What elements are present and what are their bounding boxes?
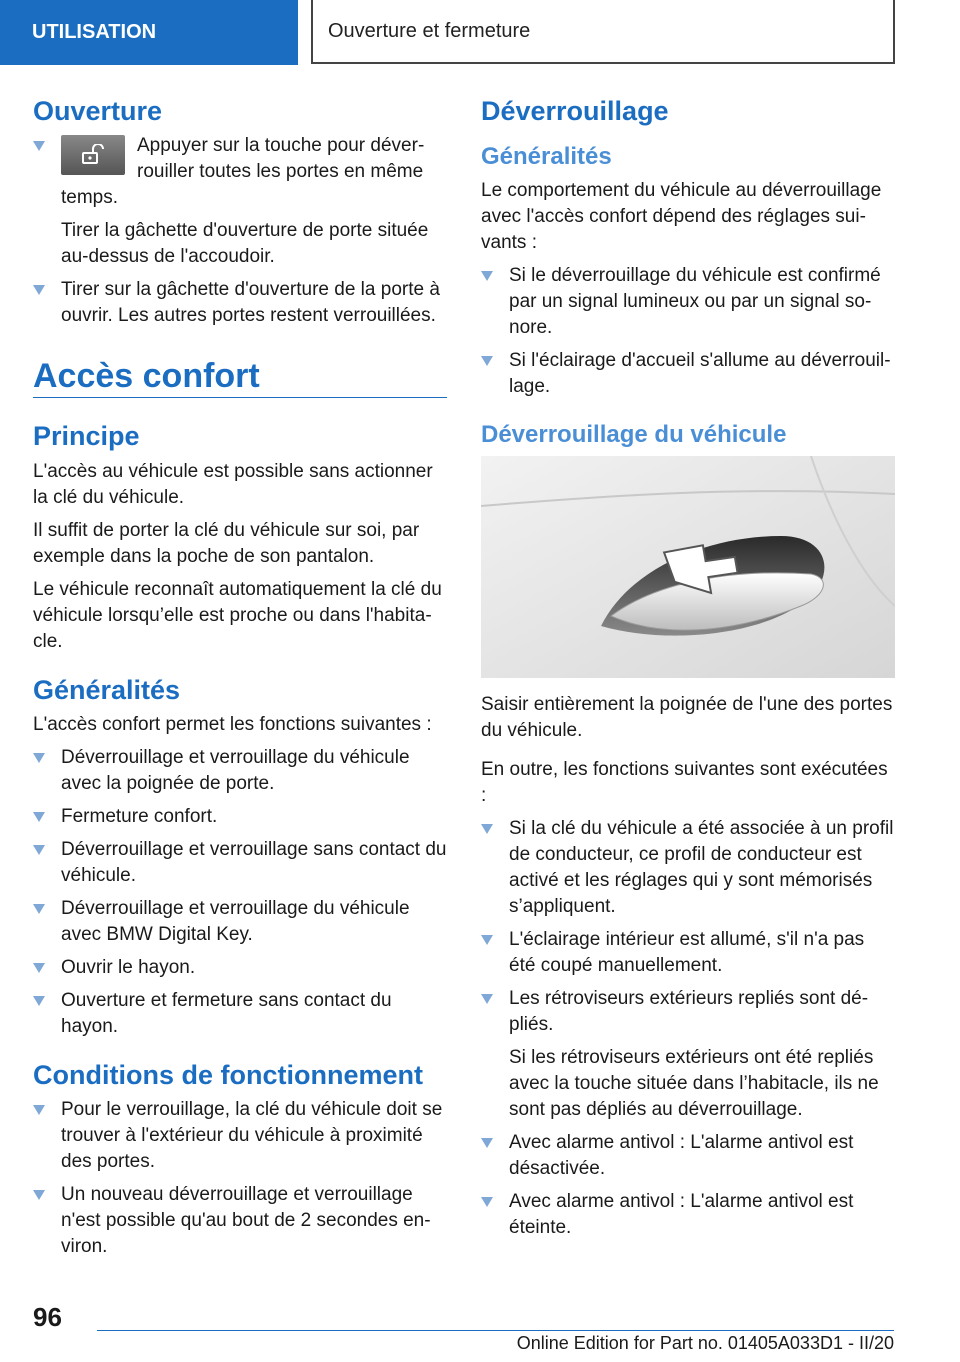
list-item (33, 804, 447, 830)
heading-deverrouillage: Déverrouillage (481, 96, 669, 126)
triangle-bullet-icon (33, 904, 45, 914)
vehicule-list (481, 816, 895, 1038)
list-item (33, 988, 447, 1040)
triangle-bullet-icon (33, 753, 45, 763)
list-item-text: Avec alarme antivol : L'alarme antivol est éteinte. (509, 1190, 854, 1238)
list-item (33, 133, 447, 211)
section-tab (0, 0, 298, 65)
vehicule-item-3-sub: Si les rétroviseurs extérieurs ont été repliés avec la touche située dans l’habitacle, ils ne sont pas dépliés au déverrouillage. (509, 1046, 879, 1120)
ouverture-list-2 (33, 277, 447, 329)
right-generalites-list (481, 263, 895, 400)
list-item (33, 1182, 447, 1260)
unlock-button-icon (61, 135, 125, 175)
list-item-text: Déverrouillage et verrouillage sans contact du véhicule. (61, 838, 447, 886)
generalites-intro: L'accès confort permet les fonctions suivantes : (33, 713, 432, 735)
triangle-bullet-icon (33, 1190, 45, 1200)
list-item-text: Si le déverrouillage du véhicule est confirmé par un signal lumineux ou par un signal sonore. (509, 265, 881, 339)
list-item (33, 1097, 447, 1175)
triangle-bullet-icon (33, 141, 45, 151)
heading-generalites-right: Généralités (481, 143, 612, 171)
triangle-bullet-icon (33, 996, 45, 1006)
list-item (481, 1130, 895, 1182)
heading-conditions: Conditions de fonctionnement (33, 1059, 423, 1090)
list-item (481, 1189, 895, 1241)
chapter-title-box (311, 0, 895, 64)
list-item (33, 745, 447, 797)
heading-ouverture: Ouverture (33, 96, 163, 126)
triangle-bullet-icon (481, 1197, 493, 1207)
list-item-text: Déverrouillage et verrouillage du véhicule avec la poignée de porte. (61, 746, 410, 794)
list-item-text: L'éclairage intérieur est allumé, s'il n'a pas été coupé manuellement. (509, 928, 865, 976)
list-item-text: Fermeture confort. (61, 805, 218, 827)
ouverture-item-1: Appuyer sur la touche pour déverrouiller toutes les portes en même temps. (61, 135, 425, 209)
right-column (481, 95, 895, 1248)
list-item-text: Si l'éclairage d'accueil s'allume au déverrouillage. (509, 350, 891, 398)
heading-acces-confort: Accès confort (33, 357, 260, 396)
triangle-bullet-icon (481, 1138, 493, 1148)
triangle-bullet-icon (481, 824, 493, 834)
triangle-bullet-icon (33, 963, 45, 973)
list-item (33, 837, 447, 889)
heading-deverrouillage-vehicule: Déverrouillage du véhicule (481, 421, 787, 449)
footer-rule (97, 1330, 894, 1331)
vehicule-list-b (481, 1130, 895, 1241)
list-item-text: Déverrouillage et verrouillage du véhicule avec BMW Digital Key. (61, 897, 410, 945)
door-handle-photo (481, 456, 895, 678)
conditions-list (33, 1097, 447, 1260)
section-label: UTILISATION (32, 21, 157, 43)
triangle-bullet-icon (33, 845, 45, 855)
heading-principe: Principe (33, 421, 140, 452)
list-item (481, 263, 895, 341)
list-item-text: Ouvrir le hayon. (61, 956, 196, 978)
page-number: 96 (33, 1302, 62, 1332)
list-item (481, 816, 895, 920)
list-item (481, 986, 895, 1038)
right-generalites-intro: Le comportement du véhicule au déverrouillage avec l'accès confort dépend des réglages suivants : (481, 180, 882, 254)
triangle-bullet-icon (481, 994, 493, 1004)
vehicule-para-2: En outre, les fonctions suivantes sont exécutées : (481, 758, 888, 806)
principe-para-2: Il suffit de porter la clé du véhicule sur soi, par exemple dans la poche de son pantalon. (33, 519, 420, 567)
list-item-text: Les rétroviseurs extérieurs repliés sont dépliés. (509, 987, 869, 1035)
heading-generalites: Généralités (33, 674, 181, 705)
ouverture-item-1-sub: Tirer la gâchette d'ouverture de porte située au-dessus de l'accoudoir. (61, 220, 429, 268)
ouverture-list (33, 133, 447, 211)
list-item-text: Si la clé du véhicule a été associée à un profil de conducteur, ce profil de conducteur est activé et les réglages qui y sont mémorisés s’appliquent. (509, 817, 894, 917)
edition-note: Online Edition for Part no. 01405A033D1 - II/20 (516, 1333, 894, 1353)
triangle-bullet-icon (481, 271, 493, 281)
generalites-list (33, 745, 447, 1040)
list-item-text: Avec alarme antivol : L'alarme antivol est désactivée. (509, 1131, 854, 1179)
ouverture-item-2: Tirer sur la gâchette d'ouverture de la porte à ouvrir. Les autres portes restent verrouillées. (61, 279, 440, 327)
list-item-text: Un nouveau déverrouillage et verrouillage n'est possible qu'au bout de 2 secondes environ. (61, 1184, 431, 1258)
list-item (33, 955, 447, 981)
heading-rule (33, 397, 447, 398)
left-column (33, 95, 447, 1267)
list-item (481, 927, 895, 979)
list-item (33, 277, 447, 329)
list-item (481, 348, 895, 400)
triangle-bullet-icon (481, 935, 493, 945)
triangle-bullet-icon (33, 812, 45, 822)
chapter-title: Ouverture et fermeture (328, 19, 531, 42)
triangle-bullet-icon (33, 285, 45, 295)
principe-para-3: Le véhicule reconnaît automatiquement la clé du véhicule lorsqu’elle est proche ou dans l'habitacle. (33, 578, 442, 652)
list-item-text: Ouverture et fermeture sans contact du hayon. (61, 989, 392, 1037)
triangle-bullet-icon (33, 1105, 45, 1115)
triangle-bullet-icon (481, 356, 493, 366)
list-item (33, 896, 447, 948)
list-item-text: Pour le verrouillage, la clé du véhicule doit se trouver à l'extérieur du véhicule à proximité des portes. (61, 1099, 443, 1173)
principe-para-1: L'accès au véhicule est possible sans actionner la clé du véhicule. (33, 460, 433, 508)
vehicule-para-1: Saisir entièrement la poignée de l'une des portes du véhicule. (481, 693, 893, 741)
